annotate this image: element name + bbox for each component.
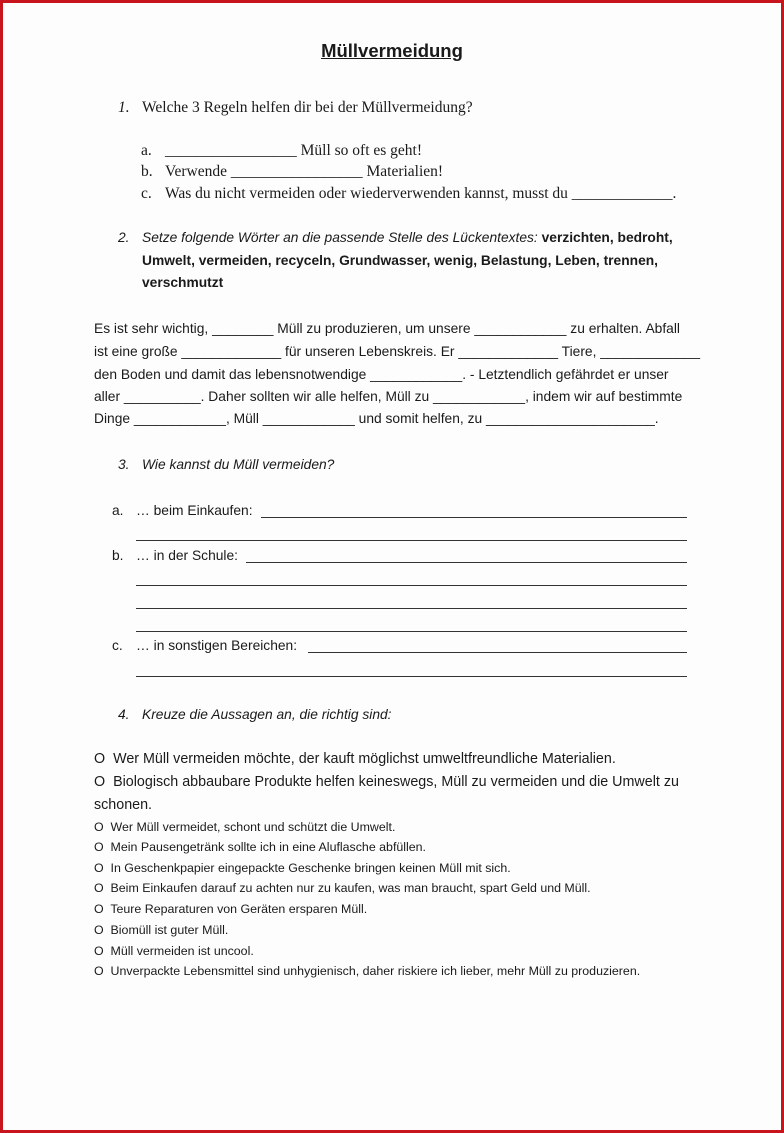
statement-large[interactable] xyxy=(94,751,616,767)
checkbox-circle[interactable]: O xyxy=(94,964,104,978)
statement-small[interactable] xyxy=(94,820,395,834)
statement-text: Unverpackte Lebensmittel sind unhygienisch, daher riskiere ich lieber, mehr Müll zu produzieren. xyxy=(110,964,641,978)
checkbox-circle[interactable]: O xyxy=(94,861,104,875)
statement-text: Mein Pausengetränk sollte ich in eine Aluflasche abfüllen. xyxy=(110,840,427,854)
statement-text: Wer Müll vermeiden möchte, der kauft möglichst umweltfreundliche Materialien. xyxy=(113,751,616,767)
answer-line[interactable] xyxy=(136,631,687,632)
answer-line[interactable] xyxy=(136,608,687,609)
checkbox-circle[interactable]: O xyxy=(94,923,104,937)
item-text: … in sonstigen Bereichen: xyxy=(136,638,298,653)
question-1-item-c xyxy=(141,185,676,203)
statement-text: Biomüll ist guter Müll. xyxy=(110,923,229,937)
item-text: Was du nicht vermeiden oder wiederverwenden kannst, musst du _____________. xyxy=(165,185,677,202)
checkbox-circle[interactable]: O xyxy=(94,944,104,958)
item-label: a. xyxy=(141,142,152,159)
gap-text-line: Dinge ____________, Müll ____________ und somit helfen, zu ______________________. xyxy=(94,411,659,426)
question-4 xyxy=(118,707,392,722)
statement-text: Müll vermeiden ist uncool. xyxy=(110,944,254,958)
question-4-number: 4. xyxy=(118,707,130,722)
answer-line[interactable] xyxy=(136,585,687,586)
question-3-item-b xyxy=(112,548,238,563)
question-3-text: Wie kannst du Müll vermeiden? xyxy=(142,457,335,472)
item-text: Verwende _________________ Materialien! xyxy=(165,163,444,180)
answer-line[interactable] xyxy=(136,540,687,541)
question-1 xyxy=(118,99,473,117)
word-list-line-2: Umwelt, vermeiden, recyceln, Grundwasser, wenig, Belastung, Leben, trennen, xyxy=(142,253,659,268)
page-title: Müllvermeidung xyxy=(321,40,463,61)
item-text: … in der Schule: xyxy=(136,548,238,563)
question-2 xyxy=(118,230,673,245)
statement-text: Teure Reparaturen von Geräten ersparen Müll. xyxy=(110,902,368,916)
answer-line[interactable] xyxy=(261,517,687,518)
statement-small[interactable] xyxy=(94,902,367,916)
gap-text-line: den Boden und damit das lebensnotwendige ____________. - Letztendlich gefährdet er unser xyxy=(94,367,669,382)
question-3-number: 3. xyxy=(118,457,130,472)
question-2-number: 2. xyxy=(118,230,130,245)
statement-continuation: schonen. xyxy=(94,797,153,813)
statement-text: Beim Einkaufen darauf zu achten nur zu kaufen, was man braucht, spart Geld und Müll. xyxy=(110,881,591,895)
item-text: … beim Einkaufen: xyxy=(136,503,253,518)
item-label: c. xyxy=(141,185,152,202)
question-3 xyxy=(118,457,334,472)
statement-small[interactable] xyxy=(94,840,426,854)
statement-text: In Geschenkpapier eingepackte Geschenke bringen keinen Müll mit sich. xyxy=(110,861,511,875)
question-3-item-c xyxy=(112,638,297,653)
statement-large[interactable] xyxy=(94,774,679,790)
statement-small[interactable] xyxy=(94,964,640,978)
gap-text-line: ist eine große _____________ für unseren Lebenskreis. Er _____________ Tiere, _____________ xyxy=(94,344,700,359)
item-label: b. xyxy=(112,548,124,563)
item-label: b. xyxy=(141,163,153,180)
statement-small[interactable] xyxy=(94,861,511,875)
question-4-text: Kreuze die Aussagen an, die richtig sind: xyxy=(142,707,392,722)
answer-line[interactable] xyxy=(136,676,687,677)
checkbox-circle[interactable]: O xyxy=(94,751,106,767)
gap-text-line: aller __________. Daher sollten wir alle helfen, Müll zu ____________, indem wir auf bestimmte xyxy=(94,389,683,404)
item-label: c. xyxy=(112,638,123,653)
checkbox-circle[interactable]: O xyxy=(94,881,104,895)
statement-small[interactable] xyxy=(94,944,254,958)
statement-small[interactable] xyxy=(94,881,591,895)
answer-line[interactable] xyxy=(246,562,687,563)
question-1-item-a xyxy=(141,142,422,160)
word-list-line-1: verzichten, bedroht, xyxy=(541,230,673,245)
question-3-item-a xyxy=(112,503,253,518)
statement-text: Biologisch abbaubare Produkte helfen keineswegs, Müll zu vermeiden und die Umwelt zu xyxy=(113,774,679,790)
checkbox-circle[interactable]: O xyxy=(94,840,104,854)
question-1-text: Welche 3 Regeln helfen dir bei der Müllvermeidung? xyxy=(142,99,473,116)
statement-text: Wer Müll vermeidet, schont und schützt die Umwelt. xyxy=(110,820,396,834)
statement-small[interactable] xyxy=(94,923,228,937)
checkbox-circle[interactable]: O xyxy=(94,820,104,834)
item-text: _________________ Müll so oft es geht! xyxy=(165,142,423,159)
checkbox-circle[interactable]: O xyxy=(94,774,106,790)
checkbox-circle[interactable]: O xyxy=(94,902,104,916)
question-1-number: 1. xyxy=(118,99,130,116)
question-1-item-b xyxy=(141,163,443,181)
gap-text-line: Es ist sehr wichtig, ________ Müll zu produzieren, um unsere ____________ zu erhalten. Abfall xyxy=(94,321,680,336)
item-label: a. xyxy=(112,503,124,518)
question-2-text: Setze folgende Wörter an die passende Stelle des Lückentextes: xyxy=(142,230,538,245)
answer-line[interactable] xyxy=(308,652,687,653)
word-list-line-3: verschmutzt xyxy=(142,275,224,290)
